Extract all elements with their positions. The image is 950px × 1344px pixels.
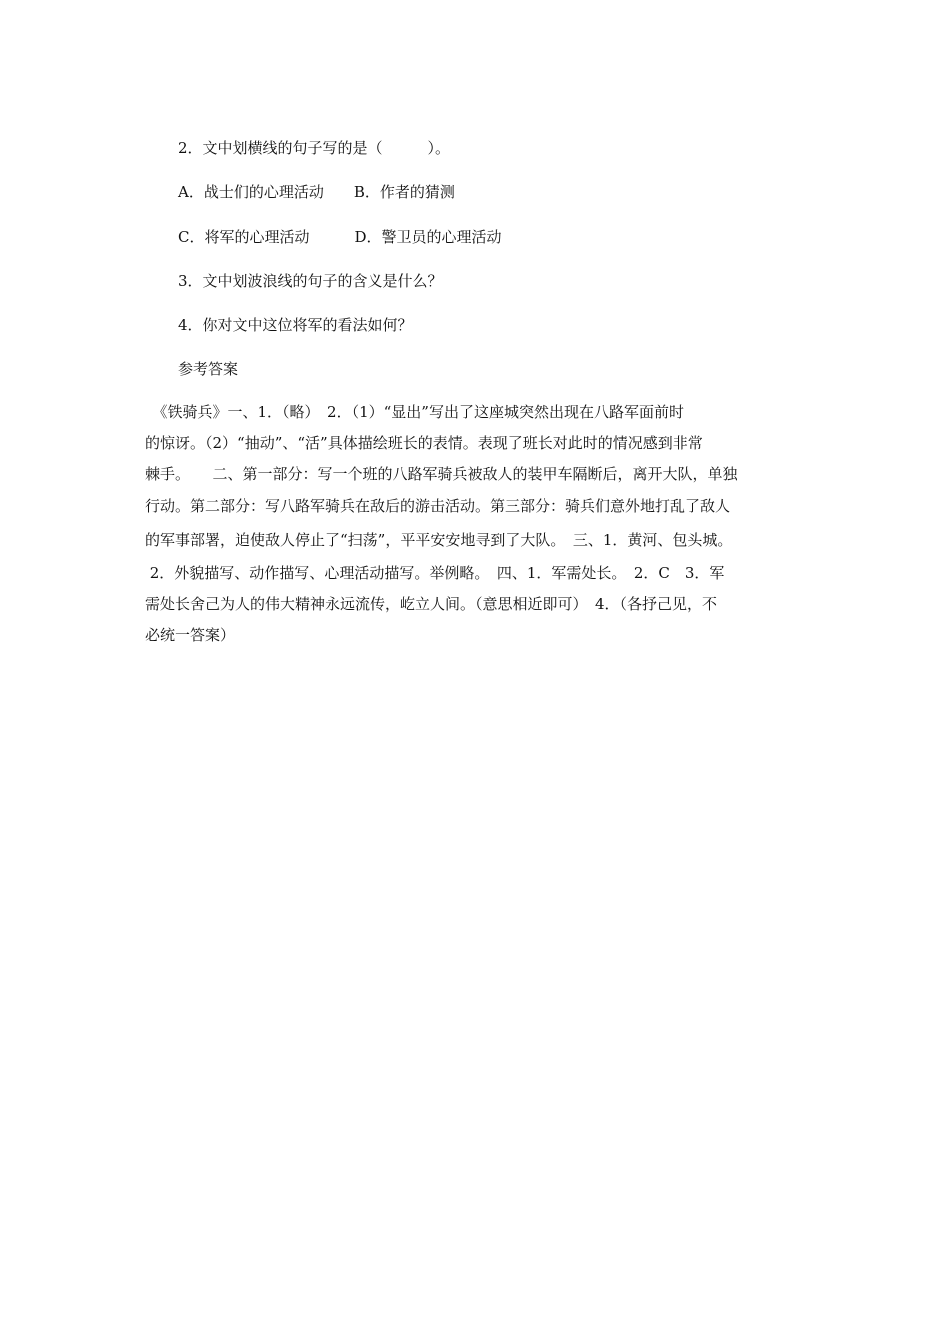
answer-line: 《铁骑兵》一、1．（略） 2．（1）“显出”写出了这座城突然出现在八路军面前时 — [145, 403, 684, 421]
answer-line: 2．外貌描写、动作描写、心理活动描写。举例略。 四、1．军需处长。 2．C 3．军 — [145, 564, 725, 582]
answer-line: 需处长舍己为人的伟大精神永远流传，屹立人间。（意思相近即可） 4．（各抒己见，不 — [145, 595, 718, 613]
answer-line: 的惊讶。（2）“抽动”、“活”具体描绘班长的表情。表现了班长对此时的情况感到非常 — [145, 434, 703, 452]
answer-line: 必统一答案） — [145, 626, 236, 644]
question-2: 2．文中划横线的句子写的是（ ）。 — [178, 139, 451, 157]
answers-heading: 参考答案 — [178, 360, 239, 378]
answer-line: 的军事部署，迫使敌人停止了“扫荡”，平平安安地寻到了大队。 三、1．黄河、包头城。 — [145, 531, 733, 549]
question-2-options-row-1: A．战士们的心理活动 B．作者的猜测 — [178, 183, 455, 201]
answer-line: 棘手。 二、第一部分：写一个班的八路军骑兵被敌人的装甲车隔断后，离开大队，单独 — [145, 465, 738, 483]
question-3: 3．文中划波浪线的句子的含义是什么？ — [178, 272, 443, 290]
question-4: 4．你对文中这位将军的看法如何？ — [178, 316, 413, 334]
answer-line: 行动。第二部分：写八路军骑兵在敌后的游击活动。第三部分：骑兵们意外地打乱了敌人 — [145, 497, 731, 515]
question-2-options-row-2: C．将军的心理活动 D．警卫员的心理活动 — [178, 228, 502, 246]
